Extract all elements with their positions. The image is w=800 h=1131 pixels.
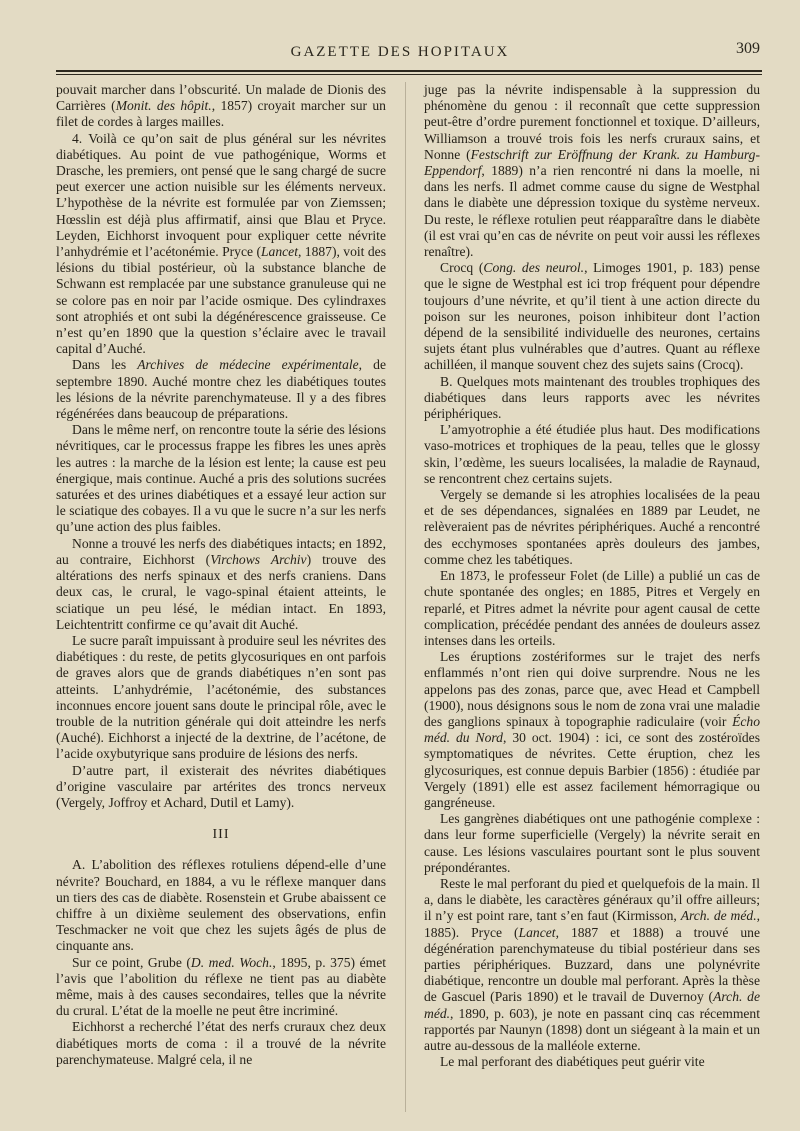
text-run: , de septembre 1890. Auché montre chez les diabétiques toutes les lésions de la névrite parenchymateuse. Il y a des fibres régénérées dans beaucoup de préparations.: [56, 357, 386, 422]
text-run: juge pas la névrite indispensable à la suppression du phénomène du genou : il reconnaît que cette suppression peut-être d’ordre purement fonctionnel et toxique. D’ailleurs, Williamson a trouvé trois fois les nerfs cruraux sains, et Nonne (: [424, 82, 760, 162]
citation-italic: Arch. de méd.: [680, 908, 757, 924]
text-run: , 1895, p. 375) émet l’avis que l’abolition du réflexe ne tient pas au diabète même, mais à des causes secondaires, telles que la névrite du crural. L’état de la moelle ne peut être incriminé.: [56, 954, 386, 1019]
paragraph: [56, 357, 386, 422]
section-numeral: III: [212, 827, 230, 843]
header-rule-thin: [56, 74, 762, 75]
header-rule-thick: [56, 70, 762, 72]
text-run: , 1887 et 1888) a trouvé une dégénération parenchymateuse du tibial postérieur dans ses parties périphériques. Buzzard, dans une polynévrite diabétique, rencontre un double mal perforant. Après la thèse de Gascuel (Paris 1890) et le travail de Duvernoy (: [424, 924, 761, 1005]
citation-italic: Virchows Archiv: [210, 551, 307, 567]
running-head: GAZETTE DES HOPITAUX: [290, 44, 510, 60]
paragraph: D’autre part, il existerait des névrites diabétiques d’origine vasculaire par artérites des troncs nerveux (Vergely, Joffroy et Achard, Dutil et Lamy).: [56, 762, 386, 810]
citation-italic: Lancet: [518, 924, 556, 940]
text-run: , Limoges 1901, p. 183) pense que le signe de Westphal est ici trop fréquent pour dépendre toujours d’une névrite, et qu’il tient à une action directe du poison sur les neurones, poison inhibiteur dont l’action dépend de la sensibilité individuelle des neurones, certains sujets étant plus vulnérables que d’autres. Quant au réflexe achilléen, il manque souvent chez des sujets sains (Crocq).: [424, 260, 760, 373]
text-run: Crocq (: [440, 260, 484, 276]
citation-italic: Lancet: [260, 244, 298, 260]
paragraph: Vergely se demande si les atrophies localisées de la peau et de ses dépendances, signalées en 1889 par Leudet, ne relèveraient pas de névrites périphériques. Auché a rencontré des ecchymoses spontanées après douleurs des jambes, comme chez les tabétiques.: [424, 487, 760, 567]
citation-italic: Arch. de méd.: [424, 989, 761, 1021]
paragraph: [424, 260, 760, 373]
paragraph: [424, 649, 760, 811]
text-run: Reste le mal perforant du pied et quelquefois de la main. Il a, dans le diabète, les caractères généraux qu’il offre ailleurs; il n’y est point rare, tant s’en faut (Kirmisson,: [424, 875, 760, 924]
paragraph: A. L’abolition des réflexes rotuliens dépend-elle d’une névrite? Bouchard, en 1884, a vu le réflexe manquer dans un tiers des cas de diabète. Rosenstein et Grube abaissent ce chiffre à un dixième seulement des observations, enfin Teschmacker ne voit que chez les sujets âgés de plus de cinquante ans.: [56, 857, 386, 954]
paragraph: En 1873, le professeur Folet (de Lille) a publié un cas de chute spontanée des ongles; en 1885, Pitres et Vergely en reparlé, et Pitres admet la névrite pour agent causal de cette complication, précédée pendant des années de douleurs assez intenses dans les orteils.: [424, 568, 760, 648]
paragraph: Les gangrènes diabétiques ont une pathogénie complexe : dans leur forme superficielle (Vergely) la névrite serait en cause. Les lésions vasculaires pourtant sont le plus souvent prépondérantes.: [424, 811, 760, 875]
text-run: Les éruptions zostériformes sur le trajet des nerfs enflammés n’ont rien qui doive surprendre. Nous ne les appelons pas des zonas, parce que, avec Head et Campbell (1900), nous désignons sous le nom de zona vrai une maladie des ganglions spinaux à topographie radiculaire (voir: [424, 649, 760, 729]
citation-italic: Cong. des neurol.: [483, 260, 585, 276]
page-number: 309: [736, 40, 760, 57]
text-run: , 1889) n’a rien rencontré ni dans la moelle, ni dans les nerfs. Il admet comme cause du signe de Westphal dans le diabète une dépression toxique du système nerveux. Du reste, le réflexe rotulien peut réapparaître dans le diabète (il est vrai qu’en cas de névrite on peut voir aussi les réflexes renaître).: [424, 163, 760, 260]
text-run: , 1885). Pryce (: [424, 908, 760, 940]
paragraph: [56, 955, 386, 1020]
text-run: , 30 oct. 1904) : ici, ce sont des zostéroïdes symptomatiques de névrites. Cette éruption, chez les glycosuriques, est connue depuis Barbier (1856) : étudiée par Vergely (1891) elle est assez facilement hémorragique ou gangréneuse.: [424, 730, 760, 810]
text-run: 4. Voilà ce qu’on sait de plus général sur les névrites diabétiques. Au point de vue pathogénique, Worms et Drasche, les premiers, ont pensé que le sang chargé de sucre peut exercer une action nuisible sur les éléments nerveux. L’hypothèse de la névrite est formulée par von Ziemssen; Hœsslin est déjà plus affirmatif, ainsi que Blau et Pryce. Leyden, Eichhorst invoquent pour expliquer cette névrite l’anhydrémie et l’acétonémie. Pryce (: [56, 130, 386, 260]
text-run: , 1887), voit des lésions du tibial postérieur, où la substance blanche de Schwann est remplacée par une substance granuleuse qui ne se colore pas en noir par l’acide osmique. Des cylindraxes sont atrophiés et ont subi la dégénérescence graisseuse. Ce n’est qu’en 1890 que la question s’éclaire avec le travail capital d’Auché.: [56, 244, 386, 357]
text-run: pouvait marcher dans l’obscurité. Un malade de Dionis des Carrières (: [56, 82, 386, 114]
paragraph: Le mal perforant des diabétiques peut guérir vite: [440, 1054, 705, 1070]
paragraph: Dans le même nerf, on rencontre toute la série des lésions névritiques, car le processus frappe les fibres les unes après les autres : la marche de la lésion est lente; la cause est peu énergique, mais continue. Auché a pris des solutions sucrées saturées et des urines diabétiques et a essayé leur action sur le sciatique des cobayes. Il a vu que le sucre n’a sur les nerfs qu’une action des plus faibles.: [56, 422, 386, 535]
citation-italic: Écho méd. du Nord: [424, 713, 760, 746]
citation-italic: Festschrift zur Eröffnung der Krank. zu Hamburg-Eppendorf: [424, 146, 760, 179]
text-run: , 1857) croyait marcher sur un filet de cordes à larges mailles.: [56, 98, 386, 130]
text-run: ) trouve des altérations des nerfs spinaux et des nerfs craniens. Dans deux cas, le crural, le vago-spinal étaient atteints, le sciatique un peu lésé, le médian intact. En 1893, Leichtentritt confirme ce qu’avait dit Auché.: [56, 551, 386, 632]
citation-italic: D. med. Woch.: [190, 954, 273, 970]
paragraph: L’amyotrophie a été étudiée plus haut. Des modifications vaso-motrices et trophiques de la peau, telles que le glossy skin, l’œdème, les sueurs localisées, la maladie de Raynaud, se rencontrent chez certains sujets.: [424, 422, 760, 486]
paragraph: Eichhorst a recherché l’état des nerfs cruraux chez deux diabétiques morts de coma : il a trouvé de la névrite parenchymateuse. Malgré cela, il ne: [56, 1019, 386, 1067]
paragraph: [56, 536, 386, 633]
text-run: Sur ce point, Grube (: [72, 954, 191, 970]
citation-italic: Monit. des hôpit.: [115, 98, 212, 114]
paragraph: [424, 876, 760, 1054]
text-run: , 1890, p. 603), je note en passant cinq cas récemment rapportés par Naunyn (1898) dont un siégeant à la main et un autre au-dessous de la malléole externe.: [424, 1005, 760, 1053]
paragraph: [424, 82, 760, 260]
text-run: Nonne a trouvé les nerfs des diabétiques intacts; en 1892, au contraire, Eichhorst (: [56, 535, 386, 567]
text-run: Dans les: [72, 357, 138, 373]
paragraph: [56, 82, 386, 131]
paragraph: [56, 131, 386, 358]
paragraph: B. Quelques mots maintenant des troubles trophiques des diabétiques dans leurs rapports avec les névrites périphériques.: [424, 373, 760, 422]
right-column: [424, 82, 760, 1070]
column-divider: [405, 82, 406, 1112]
citation-italic: Archives de médecine expérimentale: [137, 357, 359, 373]
paragraph: Le sucre paraît impuissant à produire seul les névrites des diabétiques : du reste, de petits glycosuriques en ont parfois de graves alors que de grands diabétiques n’en sont pas atteints. L’anhydrémie, l’acétonémie, des substances inconnues encore jouent sans doute le principal rôle, avec le trouble de la nutrition générale qui doit atteindre les nerfs (Auché). Eichhorst a injecté de la dextrine, de l’acétone, de l’acide oxybutyrique sans produire de lésions des nerfs.: [56, 632, 386, 762]
left-column: [56, 82, 386, 1068]
